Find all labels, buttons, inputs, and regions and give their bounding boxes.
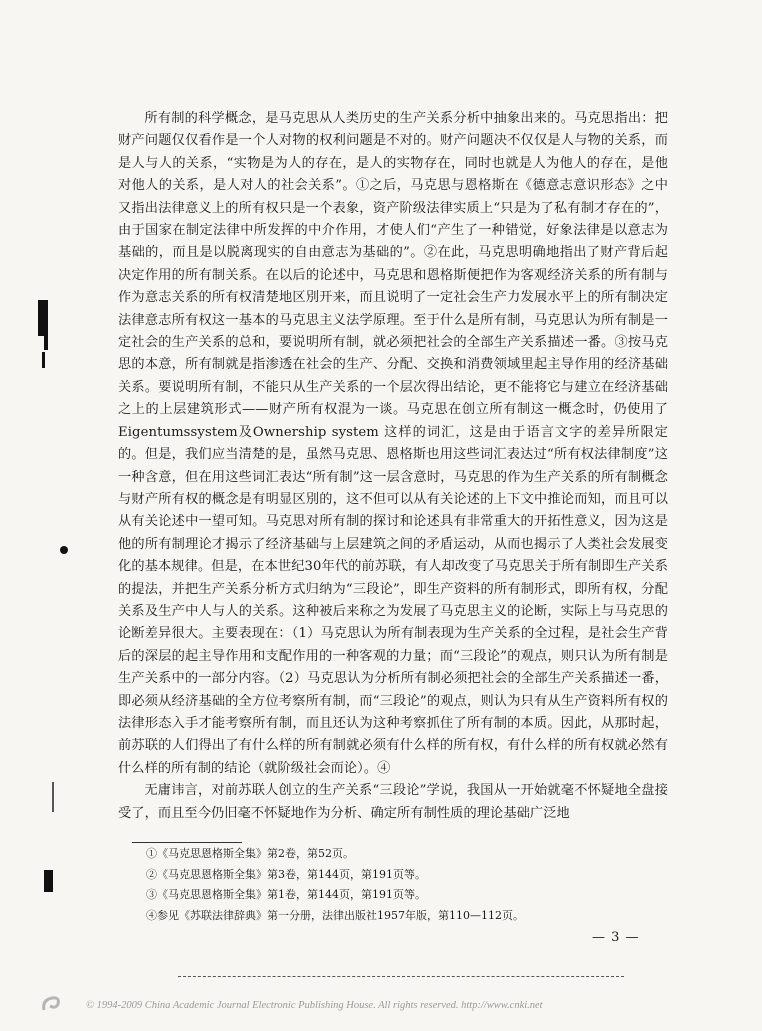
scan-mark bbox=[44, 336, 48, 350]
copyright-notice: © 1994-2009 China Academic Journal Electronic Publishing House. All rights reserved. http://www.cnki.net bbox=[86, 1000, 543, 1011]
page-number: — 3 — bbox=[592, 930, 640, 945]
scan-mark bbox=[52, 782, 54, 812]
body-text bbox=[118, 108, 668, 825]
scan-mark bbox=[38, 300, 48, 336]
scan-mark bbox=[44, 870, 53, 892]
footnote-1: ①《马克思恩格斯全集》第2卷，第52页。 bbox=[146, 847, 354, 860]
scan-mark bbox=[42, 352, 45, 368]
footnote-rule bbox=[132, 842, 242, 843]
paragraph-1: 所有制的科学概念，是马克思从人类历史的生产关系分析中抽象出来的。马克思指出：把财产问题仅仅看作是一个人对物的权利问题是不对的。财产问题决不仅仅是人与物的关系，而是人与人的关系，“实物是为人的存在，是人的实物存在，同时也就是人为他人的存在，是他对他人的关系，是人对人的社会关系”。①之后，马克思与恩格斯在《德意志意识形态》之中又指出法律意义上的所有权只是一个表象，资产阶级法律实质上“只是为了私有制才存在的”，由于国家在制定法律中所发挥的中介作用，才使人们“产生了一种错觉，好象法律是以意志为基础的，而且是以脱离现实的自由意志为基础的”。②在此，马克思明确地指出了财产背后起决定作用的所有制关系。在以后的论述中，马克思和恩格斯便把作为客观经济关系的所有制与作为意志关系的所有权清楚地区別开来，而且说明了一定社会生产力发展水平上的所有制决定法律意志所有权这一基本的马克思主义法学原理。至于什么是所有制，马克思认为所有制是一定社会的生产关系的总和，要说明所有制，就必须把社会的全部生产关系描述一番。③按马克思的本意，所有制就是指渗透在社会的生产、分配、交换和消费领域里起主导作用的经济基础关系。要说明所有制，不能只从生产关系的一个层次得出结论，更不能将它与建立在经济基础之上的上层建筑形式——财产所有权混为一谈。马克思在创立所有制这一概念时，仍使用了Eigentumssystem及Ownership system 这样的词汇，这是由于语言文字的差异所限定的。但是，我们应当清楚的是，虽然马克思、恩格斯也用这些词汇表达过“所有权法律制度”这一种含意，但在用这些词汇表达“所有制”这一层含意时，马克思的作为生产关系的所有制概念与财产所有权的概念是有明显区別的，这不但可以从有关论述的上下文中推论而知，而且可以从有关论述中一望可知。马克思对所有制的探讨和论述具有非常重大的开拓性意义，因为这是他的所有制理论才揭示了经济基础与上层建筑之间的矛盾运动，从而也揭示了人类社会发展变化的基本规律。但是，在本世纪30年代的前苏联，有人却改变了马克思关于所有制即生产关系的提法，并把生产关系分析方式归纳为“三段论”，即生产资料的所有制形式，即所有权，分配关系及生产中人与人的关系。这种被后来称之为发展了马克思主义的论断，实际上与马克思的论断差异很大。主要表现在：（1）马克思认为所有制表现为生产关系的全过程，是社会生产背后的深层的起主导作用和支配作用的一种客观的力量；而“三段论”的观点，则只认为所有制是生产关系中的一部分内容。（2）马克思认为分析所有制必须把社会的全部生产关系描述一番，即必须从经济基础的全方位考察所有制，而“三段论”的观点，则认为只有从生产资料所有权的法律形态入手才能考察所有制，而且还认为这种考察抓住了所有制的本质。因此，从那时起，前苏联的人们得出了有什么样的所有制就必须有什么样的所有权，有什么样的所有权就必然有什么样的所有制的结论（就阶级社会而论）。④ bbox=[118, 111, 668, 776]
paragraph-2: 无庸讳言，对前苏联人创立的生产关系“三段论”学说，我国从一开始就毫不怀疑地全盘接受了，而且至今仍旧毫不怀疑地作为分析、确定所有制性质的理论基础广泛地 bbox=[118, 783, 668, 821]
footnote-3: ③《马克思恩格斯全集》第1卷，第144页，第191页等。 bbox=[146, 888, 426, 901]
cnki-logo-icon bbox=[38, 992, 68, 1016]
bottom-rule bbox=[178, 976, 624, 977]
footnotes bbox=[146, 844, 606, 926]
footnote-4: ④参见《苏联法律辞典》第一分册，法律出版社1957年版，第110—112页。 bbox=[146, 908, 524, 922]
footnote-2: ②《马克思恩格斯全集》第3卷，第144页，第191页等。 bbox=[146, 867, 426, 881]
scan-mark bbox=[60, 546, 68, 554]
